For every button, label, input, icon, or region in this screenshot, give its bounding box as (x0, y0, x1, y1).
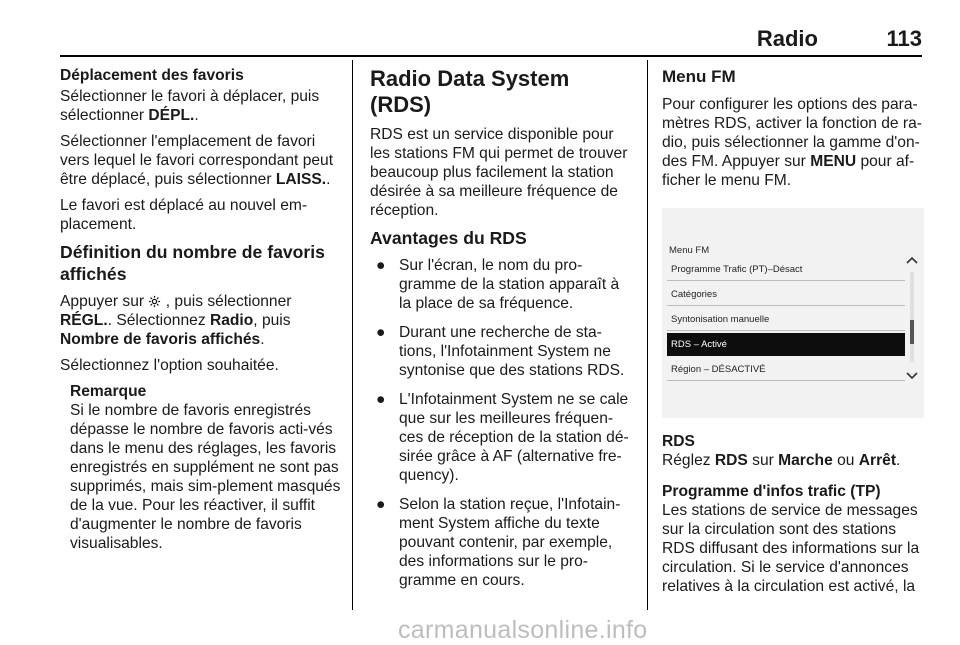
scrollbar-thumb (910, 320, 914, 344)
menu-title: Menu FM (669, 245, 710, 256)
section-heading: Menu FM (662, 67, 736, 86)
menu-item: Catégories (667, 283, 905, 306)
paragraph: RDS est un service disponible pour les stations FM qui permet de trouver beaucoup plus facilement la station désirée à sa meilleure fréquence de réception. (370, 126, 628, 219)
paragraph: Le favori est déplacé au nouvel em-placement. (60, 197, 308, 233)
list-item: ● Durant une recherche de sta-tions, l'Infotainment System ne syntonise que des stations RDS. (376, 324, 625, 379)
list-item: ● Selon la station reçue, l'Infotain-ment System affiche du texte pouvant contenir, par exemple, des informations sur le pro-gramme en cours. (376, 496, 621, 589)
list-item: ● L'Infotainment System ne se cale que sur les meilleures fréquen-ces de réception de la station dé-sirée grâce à AF (alternative fre-quency). (376, 391, 629, 484)
paragraph: Appuyer sur , puis sélectionner RÉGL.. Sélectionnez Radio, puis Nombre de favoris affichés. (60, 293, 292, 348)
paragraph: Réglez RDS sur Marche ou Arrêt. (662, 452, 901, 469)
note-title: Remarque (70, 383, 147, 400)
menu-item: Programme Trafic (PT)–Désact (667, 258, 905, 281)
note-text: Si le nombre de favoris enregistrés dépasse le nombre de favoris acti-vés dans le menu des réglages, les favoris enregistrés en supplément ne sont pas supprimés, mais sim-plement masqués de la vue. Pour les réactiver, il suffit d'augmenter le nombre de favoris visualisables. (70, 402, 341, 552)
section-heading: Avantages du RDS (370, 228, 527, 248)
scrollbar-track (910, 272, 914, 362)
header-rule (60, 55, 922, 57)
section-heading: Déplacement des favoris (60, 67, 244, 84)
page-number: 113 (886, 26, 922, 51)
paragraph: Sélectionner le favori à déplacer, puis sélectionner DÉPL.. (60, 88, 320, 124)
chapter-title: Radio Data System (RDS) (370, 66, 570, 117)
section-heading: Définition du nombre de favoris affichés (60, 242, 325, 284)
menu-screenshot (662, 208, 924, 418)
chevron-down-icon (906, 370, 918, 382)
column-middle (370, 66, 634, 600)
paragraph: Sélectionner l'emplacement de favori vers lequel le favori correspondant peut être déplacé, puis sélectionner LAISS.. (60, 133, 334, 188)
section-heading: RDS (662, 433, 695, 450)
page-header (60, 26, 922, 52)
paragraph: Les stations de service de messages sur la circulation sont des stations RDS diffusant des informations sur la circulation. Si le service d'annonces relatives à la circulation est activé, la (662, 502, 920, 595)
watermark: carmanualsonline.info (398, 616, 648, 644)
column-right (662, 66, 926, 603)
menu-item: Syntonisation manuelle (667, 308, 905, 331)
menu-item: Région – DÉSACTIVÉ (667, 358, 905, 381)
gear-icon (148, 293, 165, 310)
column-divider (352, 60, 353, 610)
list-item: ● Sur l'écran, le nom du pro-gramme de la station apparaît à la place de sa fréquence. (376, 257, 620, 312)
column-left (60, 66, 342, 553)
section-title: Radio (756, 26, 818, 51)
section-heading: Programme d'infos trafic (TP) (662, 483, 881, 500)
column-divider (647, 60, 648, 610)
paragraph: Pour configurer les options des para-mètres RDS, activer la fonction de ra-dio, puis sélectionner la gamme d'on-des FM. Appuyer sur MENU pour af-ficher le menu FM. (662, 96, 922, 189)
note-box (60, 382, 342, 553)
bullet-list (370, 256, 634, 590)
menu-item-selected: RDS – Activé (667, 333, 905, 356)
chevron-up-icon (906, 254, 918, 266)
paragraph: Sélectionnez l'option souhaitée. (60, 357, 279, 374)
